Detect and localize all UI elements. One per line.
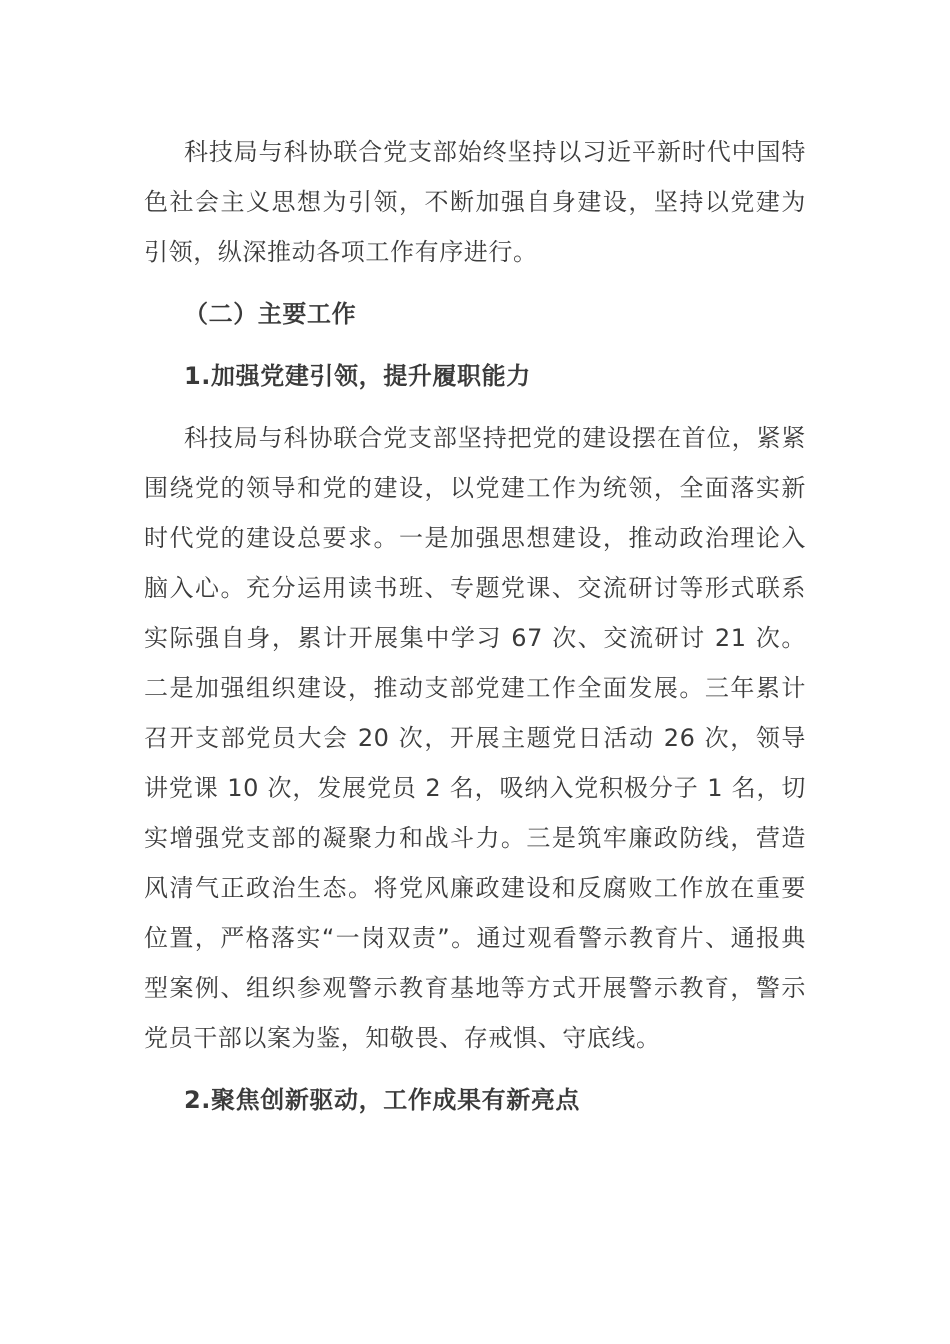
party-building-paragraph: 科技局与科协联合党支部坚持把党的建设摆在首位，紧紧围绕党的领导和党的建设，以党建工作为统领，全面落实新时代党的建设总要求。一是加强思想建设，推动政治理论入脑入心。充分运用读书班、专题党课、交流研讨等形式联系实际强自身，累计开展集中学习 67 次、交流研讨 21 次。二是加强组织建设，推动支部党建工作全面发展。三年累计召开支部党员大会 20 次，开展主题党日活动 26 次，领导讲党课 10 次，发展党员 2 名，吸纳入党积极分子 1 名，切实增强党支部的凝聚力和战斗力。三是筑牢廉政防线，营造风清气正政治生态。将党风廉政建设和反腐败工作放在重要位置，严格落实“一岗双责”。通过观看警示教育片、通报典型案例、组织参观警示教育基地等方式开展警示教育，警示党员干部以案为鉴，知敬畏、存戒惧、守底线。 (144, 424, 806, 1052)
document-page (144, 127, 806, 1125)
intro-paragraph: 科技局与科协联合党支部始终坚持以习近平新时代中国特色社会主义思想为引领，不断加强自身建设，坚持以党建为引领，纵深推动各项工作有序进行。 (144, 138, 806, 266)
subheading-party-building: 1.加强党建引领，提升履职能力 (184, 362, 531, 390)
section-heading: （二）主要工作 (184, 300, 357, 328)
subheading-innovation: 2.聚焦创新驱动，工作成果有新亮点 (184, 1086, 581, 1114)
